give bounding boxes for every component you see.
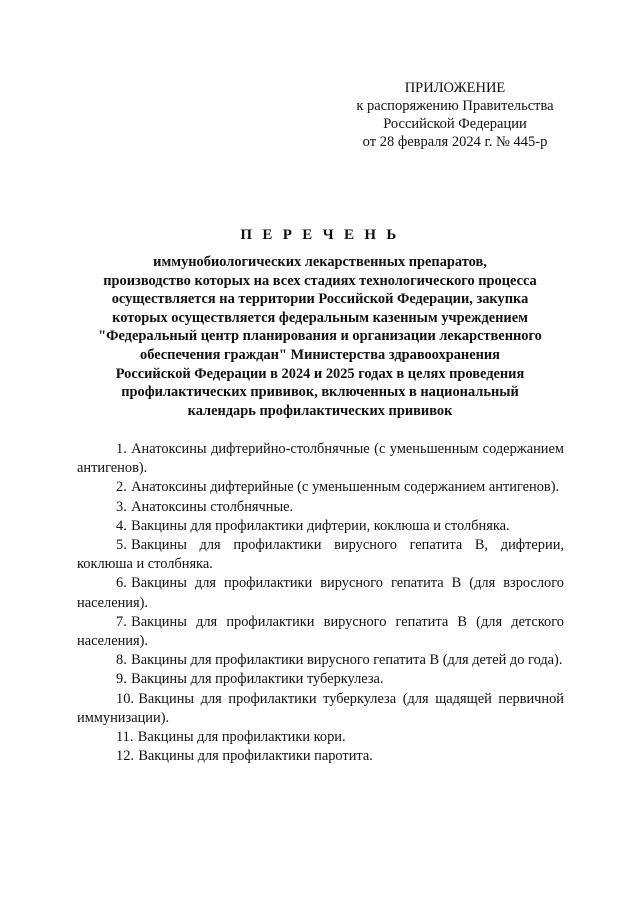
vaccine-list bbox=[77, 440, 564, 766]
item-text: Вакцины для профилактики туберкулеза. bbox=[131, 671, 384, 688]
appendix-authority: Российской Федерации bbox=[383, 116, 527, 132]
item-number: 6. bbox=[116, 575, 127, 592]
item-number: 2. bbox=[116, 479, 127, 496]
item-number: 11. bbox=[116, 729, 134, 746]
list-item bbox=[77, 517, 564, 536]
list-item bbox=[77, 728, 564, 747]
list-item bbox=[77, 613, 564, 651]
subtitle-line: "Федеральный центр планирования и организации лекарственного bbox=[98, 328, 542, 345]
item-number: 8. bbox=[116, 652, 127, 669]
item-number: 4. bbox=[116, 517, 127, 534]
list-item bbox=[77, 574, 564, 612]
item-text: Вакцины для профилактики вирусного гепатита В (для детей до года). bbox=[131, 652, 563, 669]
item-text: Вакцины для профилактики вирусного гепатита В, дифтерии, коклюша и столбняка. bbox=[77, 537, 564, 573]
list-heading: П Е Р Е Ч Е Н Ь bbox=[240, 227, 400, 243]
subtitle-line: иммунобиологических лекарственных препаратов, bbox=[153, 254, 487, 270]
appendix-date-number: от 28 февраля 2024 г. № 445-р bbox=[362, 134, 548, 150]
item-number: 9. bbox=[116, 671, 127, 688]
list-title-block bbox=[70, 227, 570, 420]
item-text: Вакцины для профилактики вирусного гепатита В (для взрослого населения). bbox=[77, 575, 564, 611]
list-item bbox=[77, 747, 564, 766]
list-item bbox=[77, 670, 564, 689]
item-text: Вакцины для профилактики дифтерии, коклюша и столбняка. bbox=[131, 517, 510, 534]
item-number: 1. bbox=[116, 441, 127, 457]
list-item bbox=[77, 478, 564, 497]
appendix-header bbox=[330, 79, 580, 151]
subtitle-line: обеспечения граждан" Министерства здравоохранения bbox=[140, 346, 500, 363]
list-subtitle bbox=[70, 253, 570, 420]
list-item bbox=[77, 440, 564, 478]
list-item bbox=[77, 536, 564, 574]
item-text: Анатоксины столбнячные. bbox=[131, 498, 294, 515]
list-item bbox=[77, 690, 564, 728]
subtitle-line: производство которых на всех стадиях технологического процесса bbox=[103, 272, 537, 289]
appendix-order-ref: к распоряжению Правительства bbox=[356, 98, 554, 114]
item-text: Вакцины для профилактики кори. bbox=[137, 729, 346, 746]
item-number: 12. bbox=[116, 748, 134, 765]
item-text: Анатоксины дифтерийно-столбнячные (с уменьшенным содержанием антигенов). bbox=[77, 441, 564, 477]
subtitle-line: календарь профилактических прививок bbox=[187, 402, 453, 419]
subtitle-line: Российской Федерации в 2024 и 2025 годах в целях проведения bbox=[115, 365, 525, 382]
subtitle-line: осуществляется на территории Российской Федерации, закупка bbox=[111, 291, 529, 308]
subtitle-line: которых осуществляется федеральным казенным учреждением bbox=[112, 309, 528, 326]
appendix-label: ПРИЛОЖЕНИЕ bbox=[404, 80, 506, 96]
item-text: Анатоксины дифтерийные (с уменьшенным содержанием антигенов). bbox=[131, 479, 560, 496]
item-number: 5. bbox=[116, 537, 127, 554]
item-number: 7. bbox=[116, 613, 127, 630]
item-number: 10. bbox=[116, 690, 134, 707]
list-item bbox=[77, 651, 564, 670]
item-text: Вакцины для профилактики туберкулеза (для щадящей первичной иммунизации). bbox=[77, 690, 564, 726]
subtitle-line: профилактических прививок, включенных в национальный bbox=[121, 384, 519, 401]
item-text: Вакцины для профилактики вирусного гепатита В (для детского населения). bbox=[77, 613, 564, 650]
list-item bbox=[77, 498, 564, 517]
item-number: 3. bbox=[116, 498, 127, 515]
item-text: Вакцины для профилактики паротита. bbox=[138, 748, 373, 765]
